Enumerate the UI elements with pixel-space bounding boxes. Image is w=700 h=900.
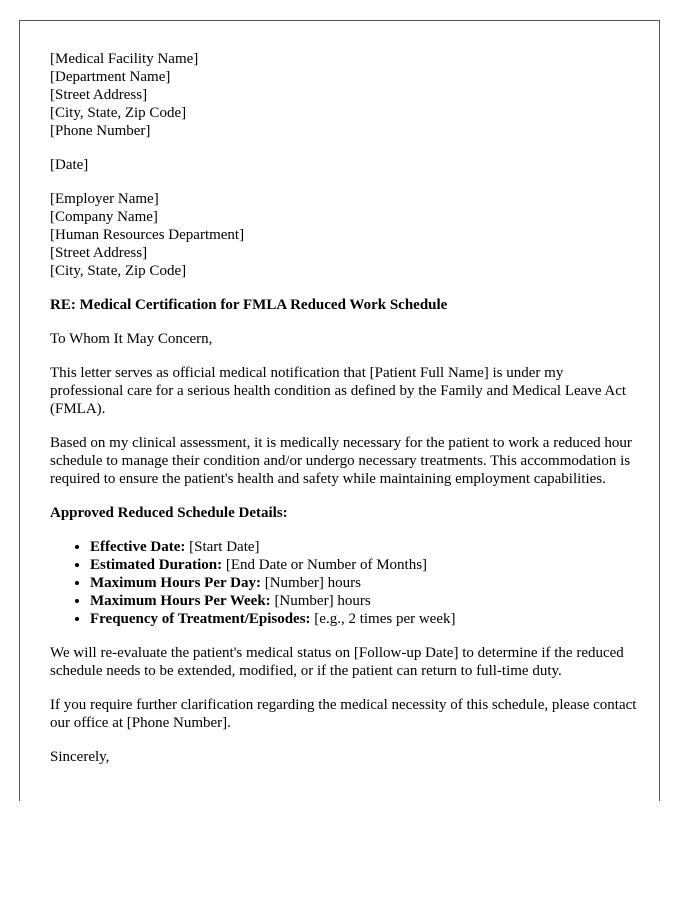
list-item	[90, 592, 640, 610]
subject-line: RE: Medical Certification for FMLA Reduced Work Schedule	[50, 297, 448, 313]
list-item	[90, 610, 640, 628]
closing: Sincerely,	[50, 749, 110, 765]
sender-city-state-zip: [City, State, Zip Code]	[50, 105, 187, 121]
detail-value: [Number] hours	[260, 575, 361, 591]
details-heading: Approved Reduced Schedule Details:	[50, 505, 288, 521]
letter-date: [Date]	[50, 157, 89, 173]
detail-value: [e.g., 2 times per week]	[310, 611, 456, 627]
details-list	[50, 538, 640, 628]
recipient-street: [Street Address]	[50, 245, 148, 261]
letter-content	[50, 50, 640, 782]
list-item	[90, 556, 640, 574]
paragraph-notification: This letter serves as official medical notification that [Patient Full Name] is under my professional care for a serious health condition as defined by the Family and Medical Leave Act (FMLA).	[50, 365, 627, 417]
detail-value: [Start Date]	[185, 539, 260, 555]
detail-value: [End Date or Number of Months]	[222, 557, 428, 573]
detail-label: Estimated Duration:	[90, 557, 223, 573]
list-item	[90, 538, 640, 556]
paragraph-assessment: Based on my clinical assessment, it is medically necessary for the patient to work a reduced hour schedule to manage their condition and/or undergo necessary treatments. This accommodation is required to ensure the patient's health and safety while maintaining employment capabilities.	[50, 435, 632, 487]
detail-label: Frequency of Treatment/Episodes:	[90, 611, 311, 627]
recipient-company-name: [Company Name]	[50, 209, 158, 225]
detail-label: Effective Date:	[90, 539, 186, 555]
detail-value: [Number] hours	[270, 593, 371, 609]
list-item	[90, 574, 640, 592]
sender-department: [Department Name]	[50, 69, 171, 85]
sender-street: [Street Address]	[50, 87, 148, 103]
paragraph-contact: If you require further clarification regarding the medical necessity of this schedule, please contact our office at [Phone Number].	[50, 697, 637, 731]
paragraph-reevaluation: We will re-evaluate the patient's medical status on [Follow-up Date] to determine if the reduced schedule needs to be extended, modified, or if the patient can return to full-time duty.	[50, 645, 624, 679]
sender-address	[50, 50, 640, 140]
letter-page	[19, 20, 660, 801]
sender-facility-name: [Medical Facility Name]	[50, 51, 199, 67]
sender-phone: [Phone Number]	[50, 123, 151, 139]
detail-label: Maximum Hours Per Day:	[90, 575, 261, 591]
recipient-department: [Human Resources Department]	[50, 227, 245, 243]
recipient-employer-name: [Employer Name]	[50, 191, 159, 207]
detail-label: Maximum Hours Per Week:	[90, 593, 271, 609]
recipient-address	[50, 190, 640, 280]
recipient-city-state-zip: [City, State, Zip Code]	[50, 263, 187, 279]
salutation: To Whom It May Concern,	[50, 331, 213, 347]
